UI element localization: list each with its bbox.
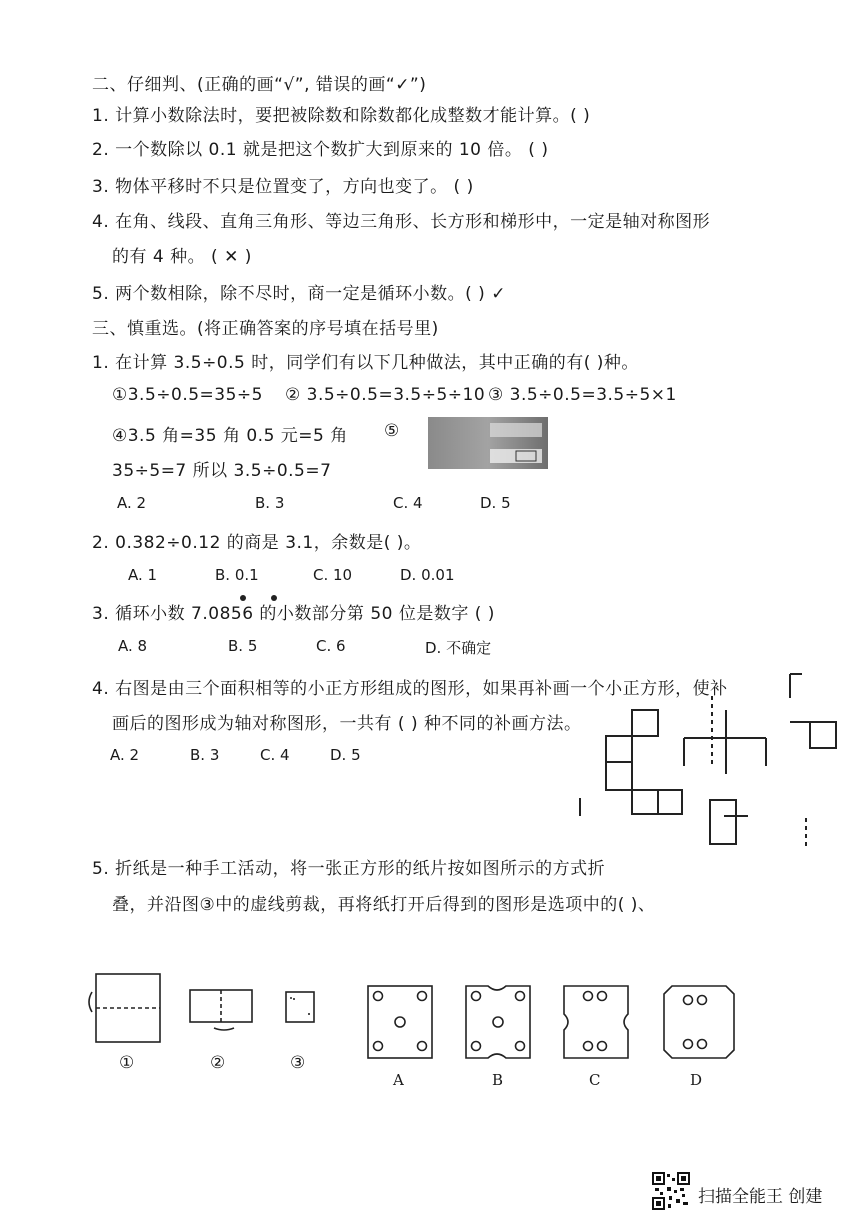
choice-question-5-line2: 叠，并沿图③中的虚线剪裁，再将纸打开后得到的图形是选项中的( )、 [112,895,656,915]
q4-option-b: B. 3 [190,746,220,764]
q2-option-b: B. 0.1 [215,566,259,584]
option-label-c: C [589,1071,601,1089]
fold-label-2: ② [210,1053,226,1073]
method-3: ③ 3.5÷0.5=3.5÷5×1 [488,385,677,405]
fold-label-1: ① [119,1053,135,1073]
judge-question-5: 5. 两个数相除，除不尽时，商一定是循环小数。( ) ✓ [92,284,506,304]
section2-heading: 二、仔细判、(正确的画“√”, 错误的画“✓”) [92,75,427,95]
q1-option-c: C. 4 [393,494,423,512]
q4-option-c: C. 4 [260,746,290,764]
method-5-image [428,417,548,469]
q1-option-b: B. 3 [255,494,285,512]
q2-option-a: A. 1 [128,566,158,584]
choice-question-3-stem: 3. 循环小数 7.0856 的小数部分第 50 位是数字 ( ) [92,604,495,624]
q4-option-d: D. 5 [330,746,361,764]
judge-question-4-line1: 4. 在角、线段、直角三角形、等边三角形、长方形和梯形中，一定是轴对称图形 [92,212,711,232]
judge-question-4-line2: 的有 4 种。 ( ✕ ) [112,247,252,267]
method-2: ② 3.5÷0.5=3.5÷5÷10 [285,385,486,405]
option-label-b: B [492,1071,504,1089]
q3-option-c: C. 6 [316,637,346,655]
choice-question-5-line1: 5. 折纸是一种手工活动，将一张正方形的纸片按如图所示的方式折 [92,859,606,879]
choice-question-4-line1: 4. 右图是由三个面积相等的小正方形组成的图形，如果再补画一个小正方形，使补 [92,679,728,699]
q1-option-a: A. 2 [117,494,147,512]
judge-question-2: 2. 一个数除以 0.1 就是把这个数扩大到原来的 10 倍。 ( ) [92,140,549,160]
q3-option-d: D. 不确定 [425,639,492,657]
scanner-brand-text: 扫描全能王 创建 [698,1187,823,1207]
method-1: ①3.5÷0.5=35÷5 [112,385,263,405]
q3-option-a: A. 8 [118,637,148,655]
method-5-label: ⑤ [384,421,400,441]
choice-question-1-stem: 1. 在计算 3.5÷0.5 时，同学们有以下几种做法，其中正确的有( )种。 [92,353,639,373]
option-label-a: A [393,1071,404,1089]
q4-option-a: A. 2 [110,746,140,764]
fold-label-3: ③ [290,1053,306,1073]
q3-option-b: B. 5 [228,637,258,655]
folding-steps-figure [86,970,326,1060]
q4-square-figures [580,666,840,846]
judge-question-3: 3. 物体平移时不只是位置变了，方向也变了。 ( ) [92,177,474,197]
section3-heading: 三、慎重选。(将正确答案的序号填在括号里) [92,319,439,339]
q2-option-c: C. 10 [313,566,353,584]
judge-question-1: 1. 计算小数除法时，要把被除数和除数都化成整数才能计算。( ) [92,106,591,126]
qr-code-icon [652,1172,690,1210]
q1-option-d: D. 5 [480,494,511,512]
cut-shape-options [366,982,746,1072]
repeating-decimal-dots [240,594,280,602]
method-4-line1: ④3.5 角=35 角 0.5 元=5 角 [112,426,348,446]
method-4-line2: 35÷5=7 所以 3.5÷0.5=7 [112,461,332,481]
choice-question-4-line2: 画后的图形成为轴对称图形，一共有 ( ) 种不同的补画方法。 [112,714,582,734]
option-label-d: D [690,1071,703,1089]
q2-option-d: D. 0.01 [400,566,455,584]
choice-question-2-stem: 2. 0.382÷0.12 的商是 3.1，余数是( )。 [92,533,422,553]
